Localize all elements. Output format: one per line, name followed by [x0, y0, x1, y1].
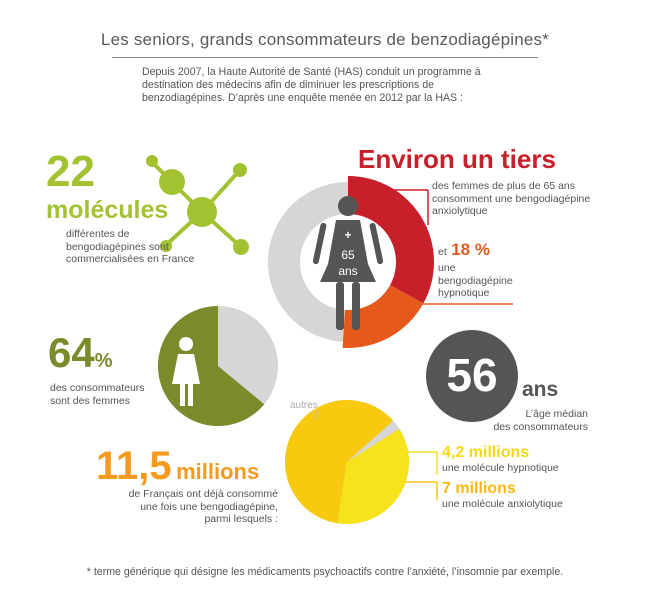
- women-desc-line: sont des femmes: [50, 394, 130, 407]
- molecules-word: molécules: [46, 196, 169, 224]
- french-desc-line: une fois une bengodiagépine,: [140, 500, 278, 513]
- women-number: 64: [48, 329, 95, 376]
- french-description: [96, 488, 278, 526]
- women-stat: [48, 329, 113, 376]
- women-description: [50, 382, 145, 407]
- molecules-desc-line: commercialisées en France: [66, 253, 195, 265]
- seniors-description: [432, 180, 590, 218]
- women-pie-chart: [158, 306, 278, 426]
- hypnotique-desc-line: hypnotique: [438, 287, 490, 299]
- intro-line: benzodiagépines. D’après une enquête menée en 2012 par la HAS :: [142, 92, 463, 104]
- hypnotique-desc-line: une: [438, 262, 456, 274]
- french-number: 11,5: [96, 444, 172, 488]
- page-title: Les seniors, grands consommateurs de benzodiagépines*: [100, 30, 550, 49]
- molecules-desc-line: différentes de: [66, 228, 130, 240]
- hypnotique-value: 18 %: [451, 240, 490, 259]
- figure-age: 65: [341, 248, 355, 262]
- median-number: 56: [446, 349, 498, 401]
- hypnotique-prefix: et: [438, 246, 447, 258]
- french-unit: millions: [176, 459, 260, 484]
- seniors-headline: Environ un tiers: [358, 144, 556, 174]
- women-desc-line: des consommateurs: [50, 382, 145, 394]
- molecules-description: [66, 228, 194, 266]
- french-other-label: autres: [290, 400, 318, 411]
- intro-line: Depuis 2007, la Haute Autorité de Santé (HAS) conduit un programme à: [142, 66, 481, 78]
- median-desc-line: L’âge médian: [525, 408, 588, 420]
- french-pie-chart: [285, 400, 437, 524]
- french-hyp-desc: une molécule hypnotique: [442, 462, 559, 474]
- molecules-desc-line: bengodiagépines sont: [66, 240, 169, 253]
- french-anx-desc: une molécule anxiolytique: [442, 498, 563, 510]
- french-stat: [96, 446, 259, 486]
- seniors-desc-line: anxiolytique: [432, 205, 488, 217]
- molecules-number: 22: [46, 147, 95, 196]
- figure-plus: +: [344, 228, 352, 242]
- median-desc-line: des consommateurs: [493, 420, 588, 433]
- women-unit: %: [94, 350, 113, 372]
- footnote: * terme générique qui désigne les médicaments psychoactifs contre l’anxiété, l’insomnie par exemple.: [86, 566, 564, 578]
- french-anx-value: 7 millions: [442, 480, 516, 497]
- french-desc-line: parmi lesquels :: [204, 513, 278, 525]
- figure-unit: ans: [338, 264, 358, 278]
- french-hyp-value: 4,2 millions: [442, 444, 530, 461]
- intro-line: destination des médecins afin de diminuer les prescriptions de: [142, 79, 435, 91]
- hypnotique-description: [438, 262, 513, 300]
- median-unit: ans: [522, 378, 559, 401]
- median-description: [470, 408, 588, 433]
- seniors-desc-line: des femmes de plus de 65 ans: [432, 180, 576, 192]
- hypnotique-desc-line: bengodiagépine: [438, 274, 513, 287]
- hypnotique-share: [438, 240, 490, 260]
- french-desc-line: de Français ont déjà consommé: [128, 488, 278, 500]
- seniors-desc-line: consomment une bengodiagépine: [432, 192, 591, 205]
